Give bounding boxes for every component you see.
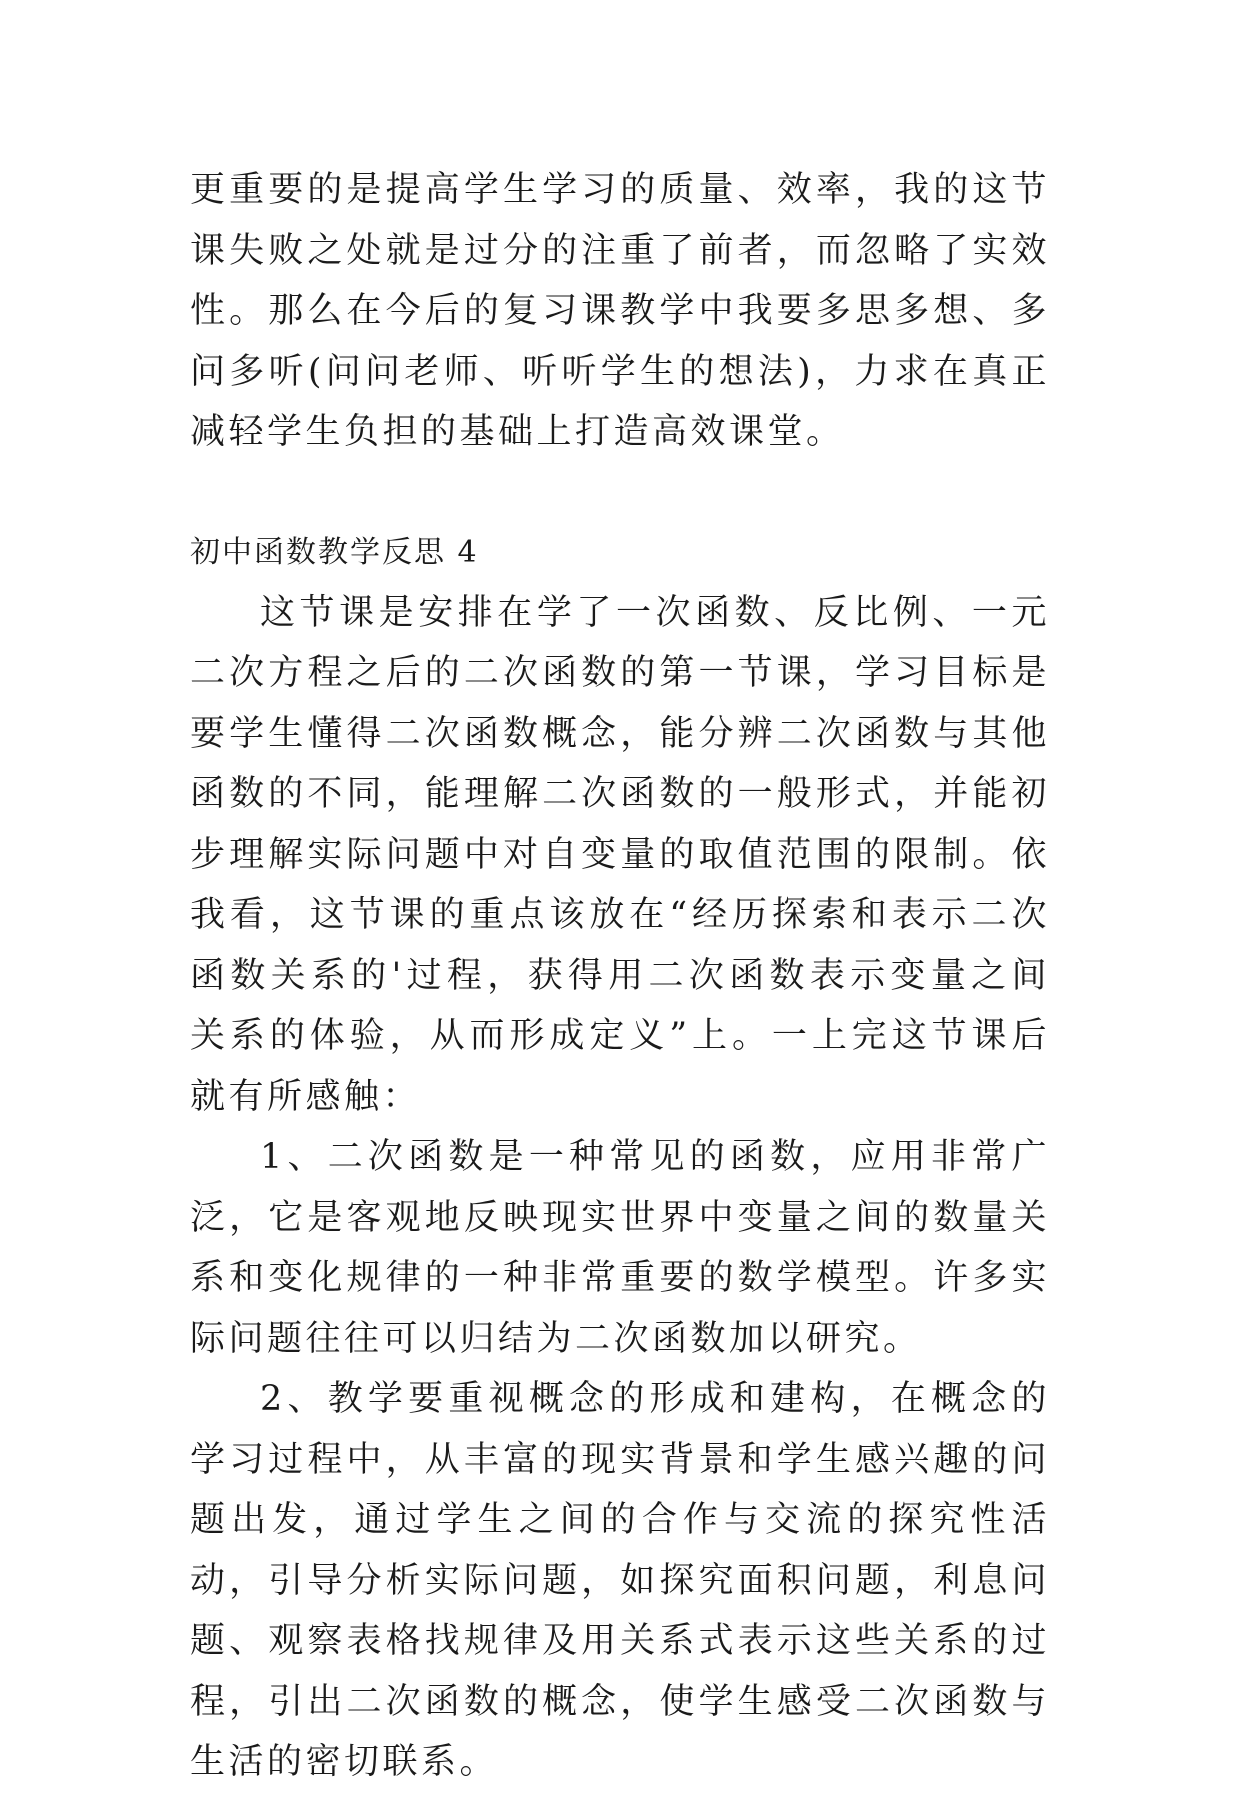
document-page [190, 160, 1050, 1793]
body-paragraph: 这节课是安排在学了一次函数、反比例、一元二次方程之后的二次函数的第一节课，学习目标是要学生懂得二次函数概念，能分辨二次函数与其他函数的不同，能理解二次函数的一般形式，并能初步理解实际问题中对自变量的取值范围的限制。依我看，这节课的重点该放在“经历探索和表示二次函数关系的'过程，获得用二次函数表示变量之间关系的体验，从而形成定义”上。一上完这节课后就有所感触： [190, 592, 1050, 1117]
section-gap [190, 463, 1050, 523]
body-paragraph: 1、二次函数是一种常见的函数，应用非常广泛，它是客观地反映现实世界中变量之间的数量关系和变化规律的一种非常重要的数学模型。许多实际问题往往可以归结为二次函数加以研究。 [190, 1137, 1050, 1359]
section-title: 初中函数教学反思 4 [190, 534, 479, 570]
body-paragraph: 2、教学要重视概念的形成和建构，在概念的学习过程中，从丰富的现实背景和学生感兴趣的问题出发，通过学生之间的合作与交流的探究性活动，引导分析实际问题，如探究面积问题，利息问题、观察表格找规律及用关系式表示这些关系的过程，引出二次函数的概念，使学生感受二次函数与生活的密切联系。 [190, 1379, 1050, 1782]
continuation-paragraph: 更重要的是提高学生学习的质量、效率，我的这节课失败之处就是过分的注重了前者，而忽略了实效性。那么在今后的复习课教学中我要多思多想、多问多听(问问老师、听听学生的想法)，力求在真正减轻学生负担的基础上打造高效课堂。 [190, 170, 1050, 452]
